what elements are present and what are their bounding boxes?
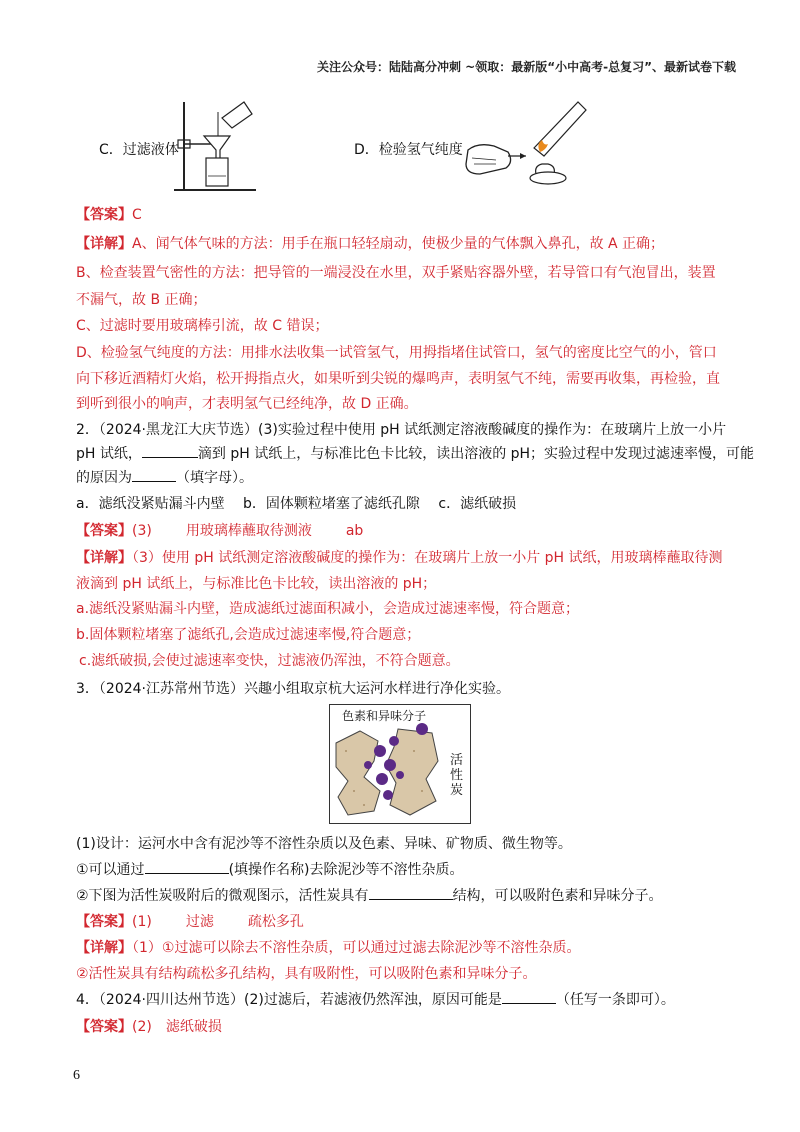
- answer-tag: 【答案】: [76, 523, 132, 539]
- choice-c: c．滤纸破损: [438, 496, 517, 512]
- q2-stem-line-2: [76, 443, 754, 465]
- q2-detail-line-3: a.滤纸没紧贴漏斗内壁，造成滤纸过滤面积减小，会造成过滤速率慢，符合题意；: [76, 601, 580, 617]
- q3-answer: [76, 911, 304, 933]
- q4-answer: [76, 1016, 222, 1038]
- q2-detail-line-5: c.滤纸破损,会使过滤速率变快，过滤液仍浑浊，不符合题意。: [79, 653, 460, 669]
- filtration-apparatus-illustration: [170, 96, 260, 194]
- q1-detail-line-3: 不漏气，故 B 正确；: [76, 292, 207, 308]
- answer-tag: 【答案】: [76, 914, 132, 930]
- side-char: 性: [450, 768, 464, 783]
- side-char: 活: [450, 753, 464, 768]
- q3-stem: 3．（2024·江苏常州节选）兴趣小组取京杭大运河水样进行净化实验。: [76, 681, 510, 697]
- choice-b: b．固体颗粒堵塞了滤纸孔隙: [243, 496, 420, 512]
- stem-text: 的原因为: [76, 470, 132, 486]
- detail-tag: 【详解】: [76, 236, 132, 252]
- answer-part: 用玻璃棒蘸取待测液: [185, 523, 312, 539]
- answer-part: (2): [132, 1019, 152, 1035]
- stem-text: (填操作名称)去除泥沙等不溶性杂质。: [228, 862, 464, 878]
- q2-detail-line-1: [76, 547, 723, 569]
- q3-detail-line-2: ②活性炭具有结构疏松多孔结构，具有吸附性，可以吸附色素和异味分子。: [76, 966, 537, 982]
- q3-part1: (1)设计：运河水中含有泥沙等不溶性杂质以及色素、异味、矿物质、微生物等。: [76, 836, 572, 852]
- answer-part: 疏松多孔: [247, 914, 304, 930]
- q2-choices: [76, 493, 516, 515]
- stem-text: 滴到 pH 试纸上，与标准比色卡比较，读出溶液的 pH；实验过程中发现过滤速率慢，可能: [197, 446, 755, 462]
- q1-detail-line-7: 到听到很小的响声，才表明氢气已经纯净，故 D 正确。: [76, 396, 418, 412]
- q1-detail-line-5: D、检验氢气纯度的方法：用排水法收集一试管氢气，用拇指堵住试管口，氢气的密度比空气的小，管口: [76, 345, 717, 361]
- q1-detail-line-1: [76, 233, 664, 255]
- q1-detail-line-6: 向下移近酒精灯火焰，松开拇指点火，如果听到尖锐的爆鸣声，表明氢气不纯，需要再收集，再检验，直: [76, 371, 720, 387]
- activated-carbon-figure: [329, 704, 471, 824]
- q1-answer: [76, 204, 142, 226]
- answer-blank: [502, 989, 556, 1004]
- figure-side-label: [450, 753, 463, 798]
- answer-part: (3): [132, 523, 152, 539]
- q3-sub2: [76, 885, 663, 907]
- answer-blank: [132, 467, 176, 482]
- q1-detail-line-4: C、过滤时要用玻璃棒引流，故 C 错误；: [76, 318, 329, 334]
- answer-part: 过滤: [185, 914, 214, 930]
- detail-tag: 【详解】: [76, 550, 132, 566]
- q2-detail-line-4: b.固体颗粒堵塞了滤纸孔,会造成过滤速率慢,符合题意；: [76, 627, 421, 643]
- answer-part: ab: [345, 523, 364, 539]
- stem-text: 结构，可以吸附色素和异味分子。: [452, 888, 663, 904]
- answer-value: C: [132, 207, 142, 223]
- q2-answer: [76, 520, 363, 542]
- stem-text: 4．（2024·四川达州节选）(2)过滤后，若滤液仍然浑浊，原因可能是: [76, 992, 502, 1008]
- q3-detail-line-1: [76, 937, 580, 959]
- stem-text: ②下图为活性炭吸附后的微观图示，活性炭具有: [76, 888, 369, 904]
- answer-tag: 【答案】: [76, 1019, 132, 1035]
- q3-sub1: [76, 859, 464, 881]
- answer-tag: 【答案】: [76, 207, 132, 223]
- carbon-pores-illustration: [334, 721, 440, 819]
- stem-text: pH 试纸，: [76, 446, 142, 462]
- answer-blank: [369, 885, 453, 900]
- q2-stem-line-3: [76, 467, 253, 489]
- page-number: 6: [73, 1068, 80, 1083]
- q4-stem: [76, 989, 675, 1011]
- option-c-label: C．过滤液体: [99, 142, 179, 158]
- figure-caption: 色素和异味分子: [342, 709, 427, 723]
- stem-text: （填字母）。: [176, 470, 253, 486]
- q2-detail-line-2: 液滴到 pH 试纸上，与标准比色卡比较，读出溶液的 pH；: [76, 576, 437, 592]
- stem-text: （任写一条即可）。: [555, 992, 675, 1008]
- q1-detail-line-2: B、检查装置气密性的方法：把导管的一端浸没在水里，双手紧贴容器外壁，若导管口有气泡冒出，装置: [76, 265, 716, 281]
- answer-part: 滤纸破损: [165, 1019, 222, 1035]
- hydrogen-purity-test-illustration: [460, 94, 600, 194]
- page-header: 关注公众号：陆陆高分冲刺 ~领取：最新版“小中高考-总复习”、最新试卷下载: [317, 60, 736, 74]
- answer-blank: [145, 859, 229, 874]
- choice-a: a．滤纸没紧贴漏斗内壁: [76, 496, 225, 512]
- answer-blank: [142, 443, 198, 458]
- side-char: 炭: [450, 783, 464, 798]
- q2-stem-line-1: 2．（2024·黑龙江大庆节选）(3)实验过程中使用 pH 试纸测定溶液酸碱度的操作为：在玻璃片上放一小片: [76, 422, 727, 438]
- option-d-label: D．检验氢气纯度: [354, 142, 463, 158]
- detail-text: A、闻气体气味的方法：用手在瓶口轻轻扇动，使极少量的气体飘入鼻孔，故 A 正确；: [132, 236, 665, 252]
- stem-text: ①可以通过: [76, 862, 145, 878]
- detail-text: （1）①过滤可以除去不溶性杂质，可以通过过滤去除泥沙等不溶性杂质。: [132, 940, 581, 956]
- detail-text: （3）使用 pH 试纸测定溶液酸碱度的操作为：在玻璃片上放一小片 pH 试纸，用玻璃棒蘸取待测: [132, 550, 723, 566]
- detail-tag: 【详解】: [76, 940, 132, 956]
- answer-part: (1): [132, 914, 152, 930]
